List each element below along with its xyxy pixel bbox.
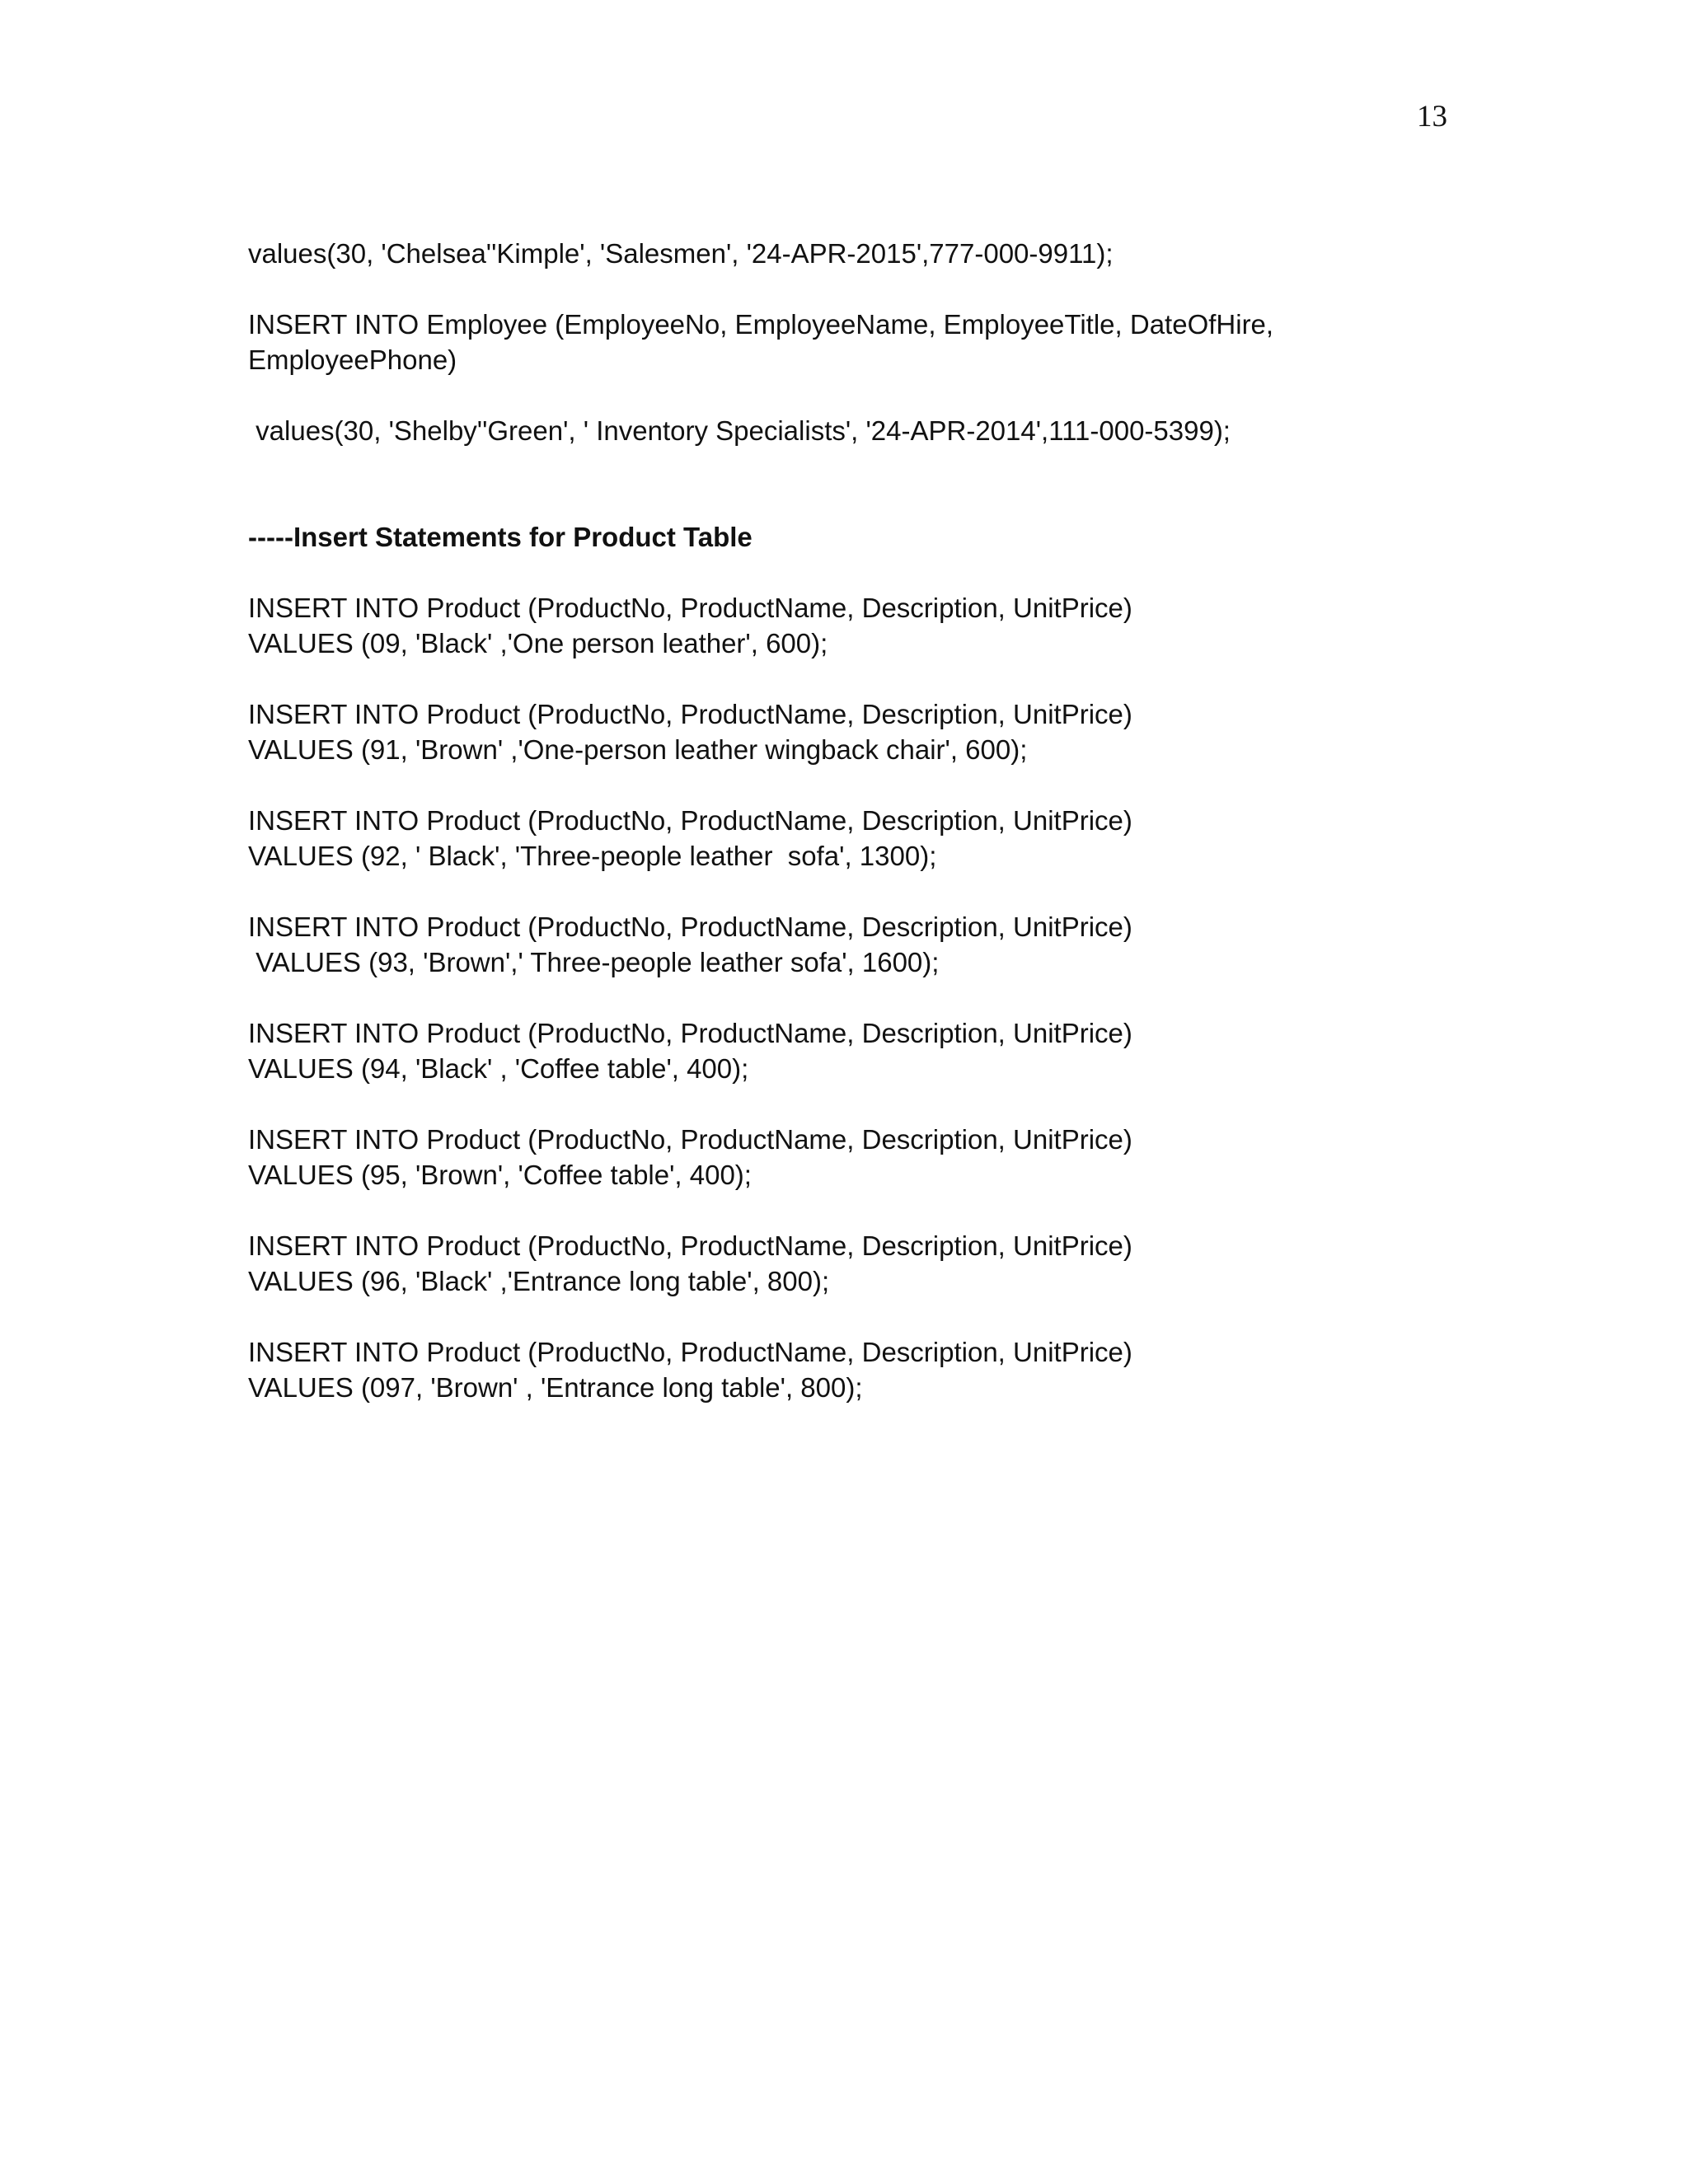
product-values-line: VALUES (097, 'Brown' , 'Entrance long table', 800); [248, 1372, 863, 1403]
product-insert-line: INSERT INTO Product (ProductNo, ProductName, Description, UnitPrice) [248, 699, 1132, 729]
product-values-line: VALUES (09, 'Black' ,'One person leather', 600); [248, 628, 828, 658]
product-values-line: VALUES (92, ' Black', 'Three-people leather sofa', 1300); [248, 841, 937, 871]
product-statement [248, 1015, 1443, 1086]
employee-insert-line: INSERT INTO Employee (EmployeeNo, EmployeeName, EmployeeTitle, DateOfHire, [248, 309, 1274, 340]
product-statement [248, 1228, 1443, 1299]
spacer [248, 1086, 1443, 1122]
spacer [248, 874, 1443, 909]
product-insert-line: INSERT INTO Product (ProductNo, ProductName, Description, UnitPrice) [248, 912, 1132, 942]
product-statement [248, 909, 1443, 980]
spacer [248, 271, 1443, 307]
spacer [248, 1299, 1443, 1334]
product-statement [248, 590, 1443, 661]
product-values-line: VALUES (94, 'Black' , 'Coffee table', 400); [248, 1053, 749, 1084]
page-number: 13 [1417, 100, 1447, 134]
spacer [248, 448, 1443, 519]
product-insert-line: INSERT INTO Product (ProductNo, ProductName, Description, UnitPrice) [248, 805, 1132, 836]
spacer [248, 980, 1443, 1015]
product-values-line: VALUES (96, 'Black' ,'Entrance long table', 800); [248, 1266, 830, 1296]
product-section-heading: -----Insert Statements for Product Table [248, 522, 753, 552]
spacer [248, 767, 1443, 803]
employee-values-line-2: values(30, 'Shelby''Green', ' Inventory Specialists', '24-APR-2014',111-000-5399); [248, 415, 1231, 446]
employee-insert-line-continued: EmployeePhone) [248, 344, 457, 375]
spacer [248, 555, 1443, 590]
product-statement [248, 803, 1443, 874]
product-values-line: VALUES (95, 'Brown', 'Coffee table', 400); [248, 1160, 752, 1190]
product-insert-line: INSERT INTO Product (ProductNo, ProductName, Description, UnitPrice) [248, 593, 1132, 623]
product-statement [248, 696, 1443, 767]
spacer [248, 1193, 1443, 1228]
spacer [248, 377, 1443, 413]
employee-values-line: values(30, 'Chelsea''Kimple', 'Salesmen', '24-APR-2015',777-000-9911); [248, 238, 1114, 269]
product-values-line: VALUES (93, 'Brown',' Three-people leather sofa', 1600); [248, 947, 940, 977]
spacer [248, 661, 1443, 696]
product-insert-line: INSERT INTO Product (ProductNo, ProductName, Description, UnitPrice) [248, 1337, 1132, 1367]
product-statement [248, 1122, 1443, 1193]
product-insert-line: INSERT INTO Product (ProductNo, ProductName, Description, UnitPrice) [248, 1018, 1132, 1048]
product-values-line: VALUES (91, 'Brown' ,'One-person leather wingback chair', 600); [248, 734, 1028, 765]
product-insert-line: INSERT INTO Product (ProductNo, ProductName, Description, UnitPrice) [248, 1230, 1132, 1261]
product-insert-line: INSERT INTO Product (ProductNo, ProductName, Description, UnitPrice) [248, 1124, 1132, 1155]
product-statement [248, 1334, 1443, 1405]
document-body [248, 236, 1443, 1405]
